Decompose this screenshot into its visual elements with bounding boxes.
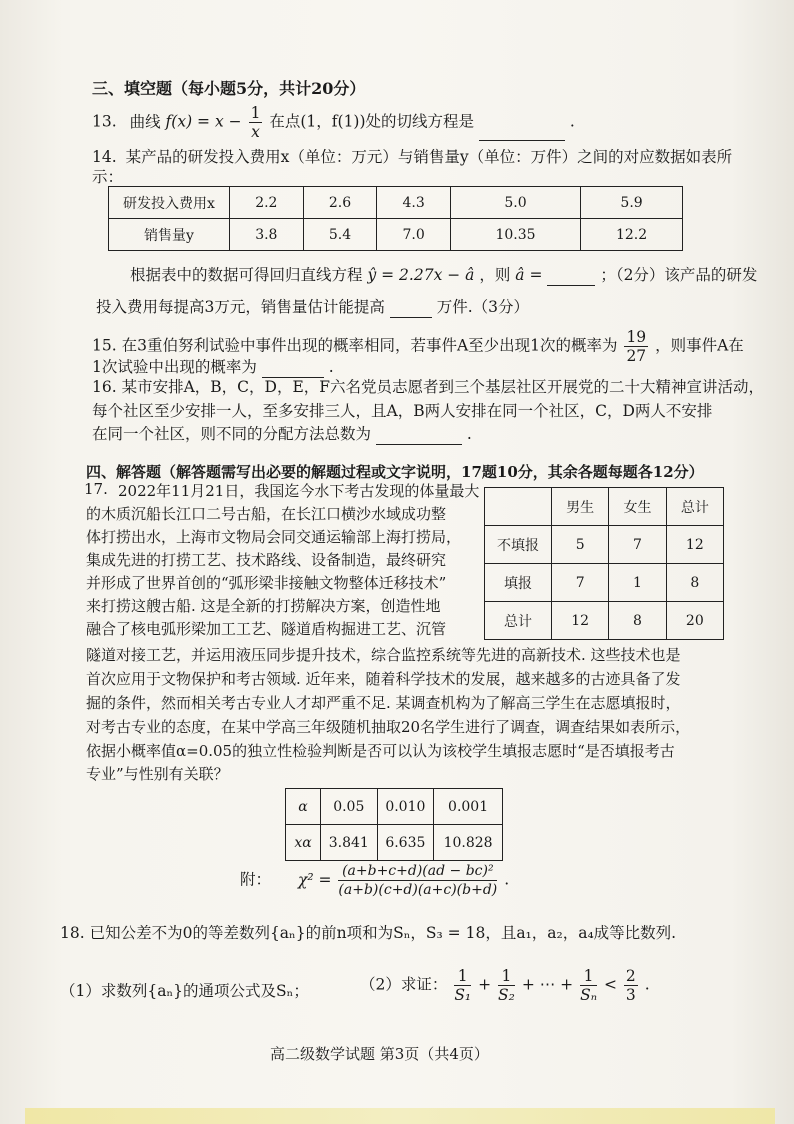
table-cell: 10.828 <box>434 825 503 861</box>
q18-frac-rhs <box>624 967 638 1004</box>
table-cell: 总计 <box>666 488 723 526</box>
q17-line: 的木质沉船长江口二号古船，在长江口横沙水域成功整 <box>86 505 447 523</box>
q15-frac-num: 19 <box>626 328 647 346</box>
q17-alpha-table <box>285 788 503 861</box>
table-cell: 5 <box>552 526 609 564</box>
q14-line2: 示： <box>92 168 124 186</box>
q14-cell: 5.4 <box>303 219 377 251</box>
q14-a-hat: â = <box>515 266 543 284</box>
q13-prefix: 曲线 <box>129 112 161 131</box>
q18-plus: + <box>478 975 492 994</box>
frac-num: 1 <box>454 967 471 986</box>
q14-after1-a: 根据表中的数据可得回归直线方程 <box>130 266 363 284</box>
table-cell: 总计 <box>485 602 552 640</box>
table-row <box>485 488 724 526</box>
q15-line2 <box>92 356 334 378</box>
q13-func: f(x) = x − <box>165 112 242 131</box>
q14-after1-d: ；（2分）该产品的研发 <box>600 266 758 284</box>
frac-den: 3 <box>625 986 636 1004</box>
q14-after2-a: 投入费用每提高3万元，销售量估计能提高 <box>96 298 385 316</box>
q18-mid: + ⋯ + <box>521 975 574 994</box>
section3-title: 三、填空题（每小题5分，共计20分） <box>92 79 366 98</box>
q14-cell: 5.0 <box>450 187 580 219</box>
table-row <box>485 564 724 602</box>
frac-den: S₂ <box>498 986 515 1004</box>
q17-line: 对考古专业的态度，在某中学高三年级随机抽取20名学生进行了调查，调查结果如表所示， <box>86 718 691 736</box>
q17-line: 并形成了世界首创的“弧形梁非接触文物整体迁移技术” <box>86 574 447 592</box>
frac-den: S₁ <box>454 986 472 1004</box>
table-cell: 20 <box>666 602 723 640</box>
q16-blank[interactable] <box>376 444 462 445</box>
table-cell: 12 <box>552 602 609 640</box>
q14-row-x <box>109 187 683 219</box>
q18-end: . <box>644 975 650 994</box>
frac-den: Sₙ <box>580 986 597 1004</box>
q13-answer-blank[interactable] <box>479 140 565 141</box>
table-cell: 0.001 <box>434 789 503 825</box>
table-cell <box>485 488 552 526</box>
q14-cell: 2.2 <box>230 187 304 219</box>
q15-fraction <box>624 328 648 365</box>
q14-after1 <box>130 264 757 286</box>
q18-part2-label: （2）求证： <box>360 975 448 994</box>
section4-title: 四、解答题（解答题需写出必要的解题过程或文字说明，17题10分，其余各题每题各12分） <box>86 463 704 481</box>
frac-num: 2 <box>625 967 636 985</box>
page-footer: 高二级数学试题 第3页（共4页） <box>270 1045 489 1063</box>
q13 <box>92 104 575 141</box>
q17-formula <box>240 862 509 899</box>
table-cell: 7 <box>609 526 666 564</box>
q13-frac-den: x <box>251 123 260 141</box>
table-cell: 男生 <box>552 488 609 526</box>
q13-num: 13. <box>92 112 117 131</box>
q17-line: 首次应用于文物保护和考古领域. 近年来，随着科学技术的发展，越来越多的古迹具备了发 <box>86 670 681 688</box>
q14-blank-a[interactable] <box>547 285 595 286</box>
q14-row-y <box>109 219 683 251</box>
q14-row-header: 研发投入费用x <box>109 187 230 219</box>
q14-data-table <box>108 186 683 251</box>
table-cell: 女生 <box>609 488 666 526</box>
q14-cell: 4.3 <box>377 187 451 219</box>
q13-fraction <box>249 104 263 141</box>
q17-line: 专业”与性别有关联？ <box>86 765 229 783</box>
q14-cell: 5.9 <box>581 187 683 219</box>
q14-cell: 3.8 <box>230 219 304 251</box>
q18-line1: 18. 已知公差不为0的等差数列{aₙ}的前n项和为Sₙ，S₃ = 18，且a₁，a₂，a₄成等比数列. <box>60 924 677 942</box>
chi-lhs: χ² = <box>297 870 332 889</box>
q17-line: 隧道对接工艺，并运用液压同步提升技术，综合监控系统等先进的高新技术. 这些技术也是 <box>86 646 681 664</box>
q17-line: 依据小概率值α=0.05的独立性检验判断是否可以认为该校学生填报志愿时“是否填报考古 <box>86 742 675 760</box>
q14-after2-b: 万件.（3分） <box>436 298 530 316</box>
frac-num: 1 <box>498 967 515 986</box>
appendix-label: 附： <box>240 870 272 889</box>
q17-line: 来打捞这艘古船. 这是全新的打捞解决方案，创造性地 <box>86 597 441 615</box>
q18-frac3 <box>580 967 597 1004</box>
q17-line: 融合了核电弧形梁加工工艺、隧道盾构掘进工艺、沉管 <box>86 620 447 638</box>
table-cell: 8 <box>666 564 723 602</box>
q17-num: 17. <box>84 480 108 498</box>
q14-cell: 12.2 <box>581 219 683 251</box>
q18-lt: < <box>603 975 617 994</box>
table-row <box>286 789 503 825</box>
q14-text1: 某产品的研发投入费用x（单位：万元）与销售量y（单位：万件）之间的对应数据如表所 <box>125 148 733 166</box>
table-cell: 填报 <box>485 564 552 602</box>
q14-cell: 2.6 <box>303 187 377 219</box>
scan-edge-stripe <box>25 1108 775 1124</box>
q14-after1-b: ，则 <box>479 266 511 284</box>
q15-end: . <box>328 358 334 376</box>
q17-line: 2022年11月21日，我国迄今水下考古发现的体量最大 <box>118 482 480 500</box>
table-cell: 8 <box>609 602 666 640</box>
q14-regression-eq: ŷ = 2.27x − â <box>367 266 475 284</box>
chi-fraction <box>338 862 497 899</box>
q15-frac-den: 27 <box>626 347 647 365</box>
table-cell: 12 <box>666 526 723 564</box>
table-cell: 不填报 <box>485 526 552 564</box>
q14-line1 <box>92 146 732 168</box>
table-row <box>485 526 724 564</box>
q18-part1: （1）求数列{aₙ}的通项公式及Sₙ； <box>60 982 309 1000</box>
q15-text-a: 15. 在3重伯努利试验中事件出现的概率相同，若事件A至少出现1次的概率为 <box>92 336 618 355</box>
q14-row-header: 销售量y <box>109 219 230 251</box>
q18-part2 <box>360 967 650 1004</box>
table-cell: 0.010 <box>377 789 434 825</box>
q16-line2: 每个社区至少安排一人，至多安排三人，且A，B两人安排在同一个社区，C，D两人不安排 <box>92 402 713 420</box>
chi-end: . <box>504 870 510 889</box>
chi-num: (a+b+c+d)(ad − bc)² <box>338 862 497 881</box>
table-cell: 0.05 <box>321 789 378 825</box>
q18-frac1 <box>454 967 471 1004</box>
q14-cell: 7.0 <box>377 219 451 251</box>
table-cell: xα <box>286 825 321 861</box>
table-cell: 3.841 <box>321 825 378 861</box>
q16-text3: 在同一个社区，则不同的分配方法总数为 <box>92 425 372 443</box>
table-cell: α <box>286 789 321 825</box>
q17-line: 体打捞出水，上海市文物局会同交通运输部上海打捞局， <box>86 528 462 546</box>
q14-num: 14. <box>92 148 117 166</box>
q13-frac-num: 1 <box>250 104 261 122</box>
frac-num: 1 <box>580 967 597 986</box>
q18-frac2 <box>498 967 515 1004</box>
q13-end: . <box>569 112 575 131</box>
q16-line1: 16. 某市安排A，B，C，D，E，F六名党员志愿者到三个基层社区开展党的二十大精神宣讲活动， <box>92 378 765 396</box>
q16-line3 <box>92 423 472 445</box>
q13-mid: 在点(1，f(1))处的切线方程是 <box>269 112 475 131</box>
table-row <box>485 602 724 640</box>
q17-contingency-table <box>484 487 724 640</box>
q15-text2: 1次试验中出现的概率为 <box>92 358 257 376</box>
table-row <box>286 825 503 861</box>
q14-blank-b[interactable] <box>390 317 432 318</box>
table-cell: 7 <box>552 564 609 602</box>
table-cell: 6.635 <box>377 825 434 861</box>
chi-den: (a+b)(c+d)(a+c)(b+d) <box>338 882 498 898</box>
q16-end: . <box>466 425 472 443</box>
q15-text-b: ，则事件A在 <box>655 336 744 355</box>
q17-line: 集成先进的打捞工艺、技术路线、设备制造，最终研究 <box>86 551 447 569</box>
q17-line: 掘的条件，然而相关考古专业人才却严重不足. 某调查机构为了解高三学生在志愿填报时， <box>86 694 681 712</box>
q14-cell: 10.35 <box>450 219 580 251</box>
q14-after2 <box>96 296 529 318</box>
table-cell: 1 <box>609 564 666 602</box>
